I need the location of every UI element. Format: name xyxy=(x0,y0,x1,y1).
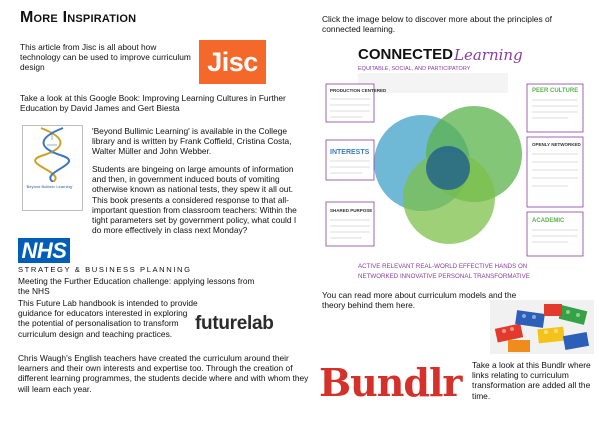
cl-footer1: ACTIVE RELEVANT REAL-WORLD EFFECTIVE HANDS ON xyxy=(358,263,528,270)
curriculum-models-text[interactable]: You can read more about curriculum models and the theory behind them here. xyxy=(322,290,517,311)
cl-title: CONNECTED xyxy=(358,46,454,63)
connected-learning-text: Click the image below to discover more about the principles of connected learning. xyxy=(322,14,552,35)
book-caption: 'Beyond Bullimic Learning' xyxy=(26,184,73,189)
bulimic-learning-para2: Students are bingeing on large amounts of information and then, in government induced bouts of vomiting otherwise known as national tests, they spew it all out. This book presents a considered response to that all-important question from classroom teachers: Within the tight parameters set by government policy, what could I do more effectively in class next Monday? xyxy=(92,164,297,236)
nhs-subtitle: STRATEGY & BUSINESS PLANNING xyxy=(18,265,192,274)
page-title: More Inspiration xyxy=(20,9,137,26)
cl-label-networked: OPENLY NETWORKED xyxy=(532,142,581,147)
google-book-text[interactable]: Take a look at this Google Book: Improving Learning Cultures in Further Education by David James and Gert Biesta xyxy=(20,93,286,114)
jisc-article-text[interactable]: This article from Jisc is all about how technology can be used to improve curriculum design xyxy=(20,42,191,73)
cl-title2: Learning xyxy=(454,46,523,64)
waugh-text[interactable]: Chris Waugh's English teachers have created the curriculum around their learners and their own interests and expertise too. Through the creation of different learning programmes, the students decide where and with whom they will learn each year. xyxy=(18,353,309,394)
dna-helix-icon xyxy=(23,126,83,182)
futurelab-logo[interactable]: futurelab xyxy=(195,313,274,334)
cl-label-production: PRODUCTION CENTERED xyxy=(330,88,387,93)
jisc-logo[interactable]: Jisc xyxy=(199,40,266,84)
cl-label-shared: SHARED PURPOSE xyxy=(330,208,373,213)
bundlr-text[interactable]: Take a look at this Bundlr where links relating to curriculum transformation are added all the time. xyxy=(472,360,591,401)
cl-subtitle: EQUITABLE, SOCIAL, AND PARTICIPATORY xyxy=(358,66,471,72)
lego-bricks-image xyxy=(490,300,594,354)
book-cover-image[interactable] xyxy=(22,125,83,211)
connected-learning-image[interactable] xyxy=(322,42,588,284)
cl-footer2: NETWORKED INNOVATIVE PERSONAL TRANSFORMATIVE xyxy=(358,273,530,280)
cl-label-interests: INTERESTS xyxy=(330,149,370,156)
cl-label-peer: PEER CULTURE xyxy=(532,88,579,94)
nhs-logo[interactable]: NHS xyxy=(18,238,70,263)
bundlr-logo[interactable]: Bundlr xyxy=(319,360,462,405)
futurelab-text[interactable]: This Future Lab handbook is intended to provide guidance for educators interested in exploring the potential of personalisation to transform curriculum design and teaching practices. xyxy=(18,298,198,339)
cl-label-academic: ACADEMIC xyxy=(532,218,565,224)
nhs-text[interactable]: Meeting the Further Education challenge: applying lessons from the NHS xyxy=(18,276,255,297)
bulimic-learning-para1: 'Beyond Bullimic Learning' is available in the College library and is written by Frank Coffield, Cristina Costa, Walter Müller and John Webber. xyxy=(92,126,292,157)
